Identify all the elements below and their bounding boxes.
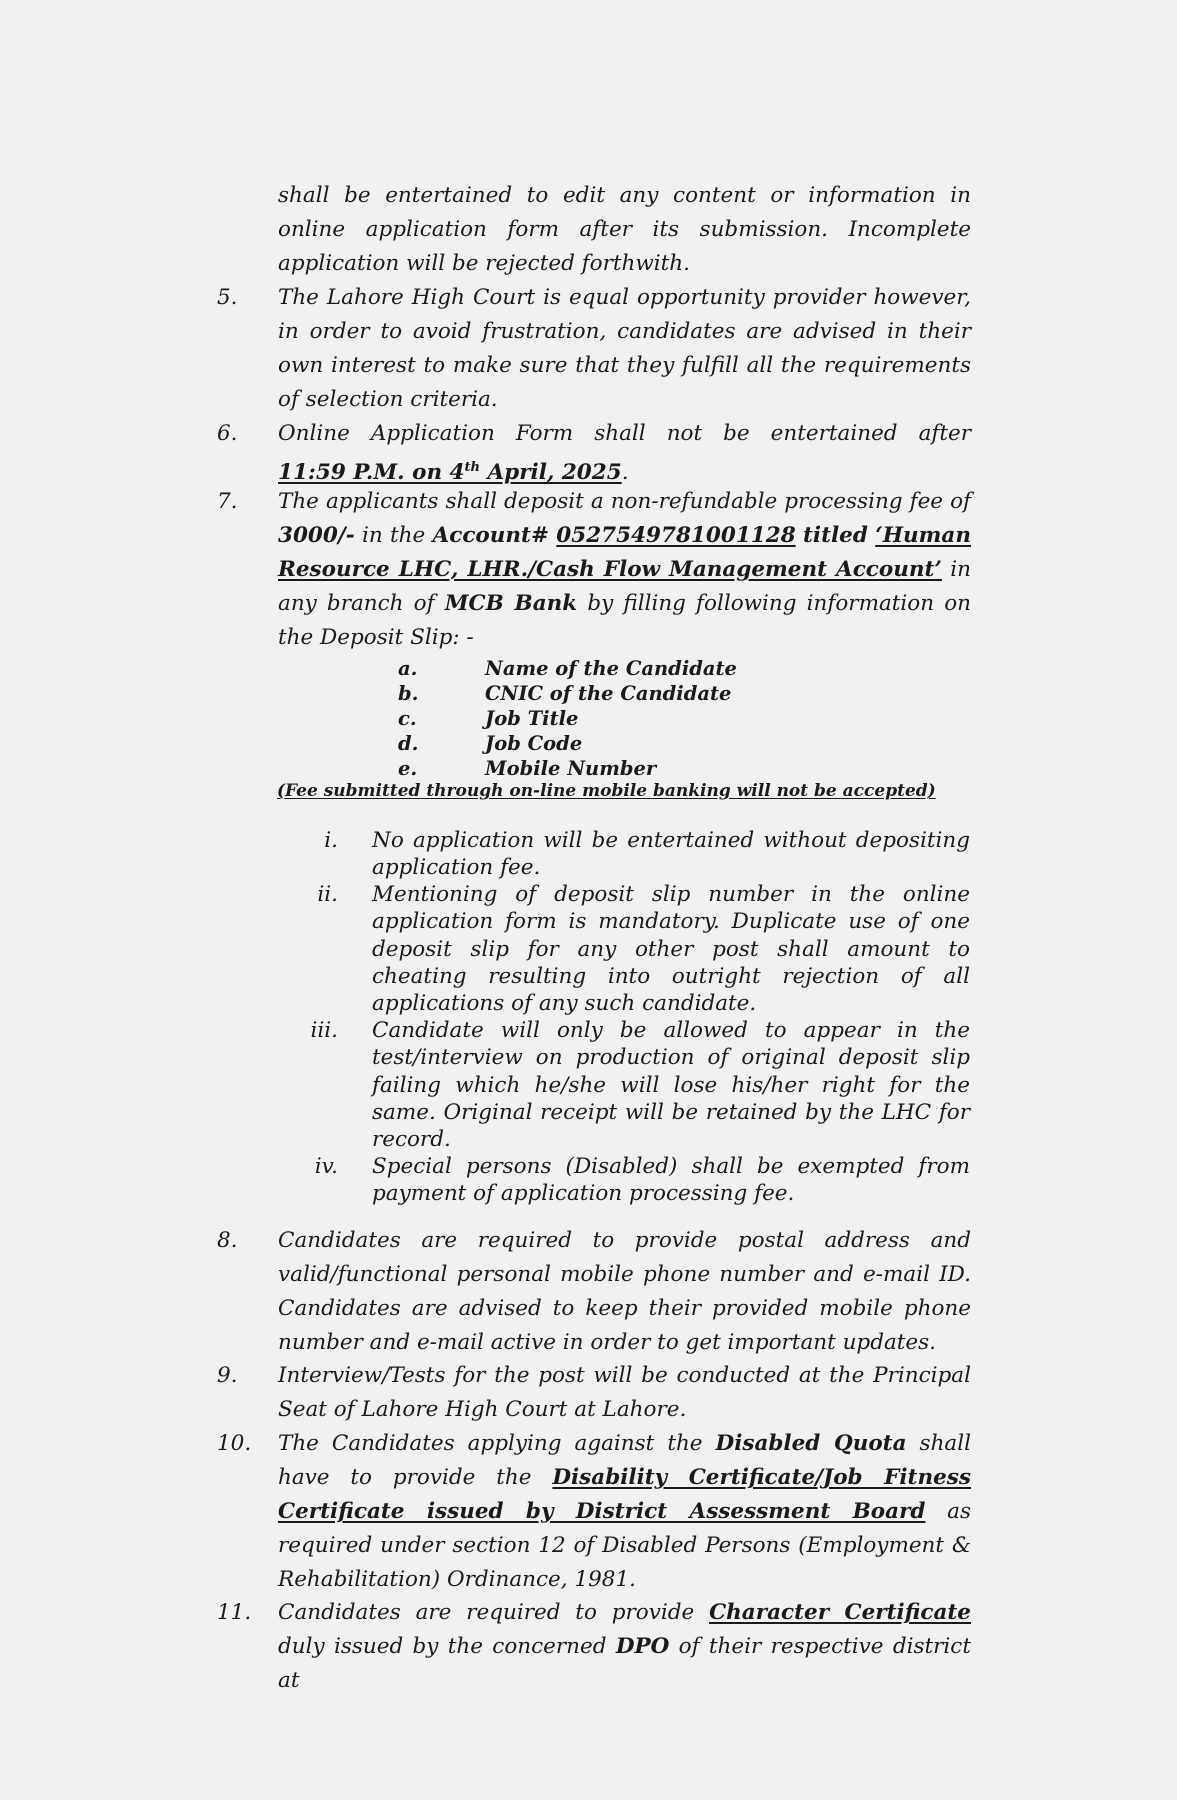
character-certificate: Character Certificate [709,1600,971,1625]
roman-number: ii. [317,882,338,907]
account-label: Account# [432,523,549,548]
intro-continuation: shall be entertained to edit any content or information in online application form after its submission. Incomplete application will be rejected forthwith. [278,183,971,276]
item-6-paragraph [278,417,971,490]
roman-item-text: Candidate will only be allowed to appear in the test/interview on production of original deposit slip failing which he/she will lose his/her right for the same. Original receipt will be retained by the LHC for record. [372,1018,970,1153]
bank-name: MCB Bank [444,591,578,616]
item-7-paragraph: The applicants shall deposit a non-refundable processing fee of 3000/- in the Account# 0527549781001128 titled ‘Human Resource LHC, LHR./Cash Flow Management Account’ in any branch of MCB Bank by filling following information on the Deposit Slip: - [278,489,971,650]
item-9-text: Interview/Tests for the post will be conducted at the Principal Seat of Lahore High Court at Lahore. [278,1363,971,1422]
item-6-deadline-line: 11:59 P.M. on 4th April, 2025. [278,460,629,486]
disability-certificate: Disability Certificate/Job Fitness Certificate issued by District Assessment Board [278,1465,971,1524]
roman-number: i. [324,828,338,853]
item-8-number: 8. [217,1228,238,1253]
slip-item-letter: e. [398,757,418,780]
account-title: ‘Human Resource LHC, LHR./Cash Flow Management Account’ [278,523,971,582]
slip-item-letter: a. [398,657,418,680]
roman-number: iii. [310,1018,338,1043]
item-11-number: 11. [217,1600,252,1625]
dpo: DPO [615,1634,670,1659]
slip-item-label: Mobile Number [485,757,657,780]
item-7-number: 7. [217,489,238,514]
slip-item-label: Job Code [485,732,583,755]
slip-item-letter: d. [398,732,419,755]
item-10-number: 10. [217,1431,252,1456]
slip-item-label: CNIC of the Candidate [485,682,732,705]
item-5-text: The Lahore High Court is equal opportunity provider however, in order to avoid frustration, candidates are advised in their own interest to make sure that they fulfill all the requirements of selection criteria. [278,285,971,412]
slip-item-letter: c. [398,707,417,730]
processing-fee: 3000/- [278,523,355,548]
item-6-number: 6. [217,421,238,446]
item-8-text: Candidates are required to provide postal address and valid/functional personal mobile phone number and e-mail ID. Candidates are advised to keep their provided mobile phone number and e-mail active in order to get important updates. [278,1228,971,1355]
roman-item-text: Special persons (Disabled) shall be exempted from payment of application processing fee. [372,1154,970,1207]
slip-item-label: Name of the Candidate [485,657,737,680]
item-6-deadline: 11:59 P.M. on 4th April, 2025 [278,460,622,486]
item-9-number: 9. [217,1363,238,1388]
item-11-paragraph: Candidates are required to provide Character Certificate duly issued by the concerned DPO of their respective district at [278,1600,971,1693]
item-10-paragraph: The Candidates applying against the Disabled Quota shall have to provide the Disability Certificate/Job Fitness Certificate issued by District Assessment Board as required under section 12 of Disabled Persons (Employment & Rehabilitation) Ordinance, 1981. [278,1431,971,1592]
roman-item-text: No application will be entertained without depositing application fee. [372,828,970,881]
item-5-number: 5. [217,285,238,310]
slip-item-letter: b. [398,682,419,705]
item-6-text: Online Application Form shall not be entertained after [278,421,971,446]
roman-item-text: Mentioning of deposit slip number in the online application form is mandatory. Duplicate use of one deposit slip for any other post shall amount to cheating resulting into outright rejection of all applications of any such candidate. [372,882,970,1017]
slip-item-label: Job Title [485,707,579,730]
roman-number: iv. [314,1154,338,1179]
fee-note: (Fee submitted through on-line mobile banking will not be accepted) [277,781,936,801]
account-number: 0527549781001128 [556,523,796,548]
disabled-quota: Disabled Quota [715,1431,907,1456]
